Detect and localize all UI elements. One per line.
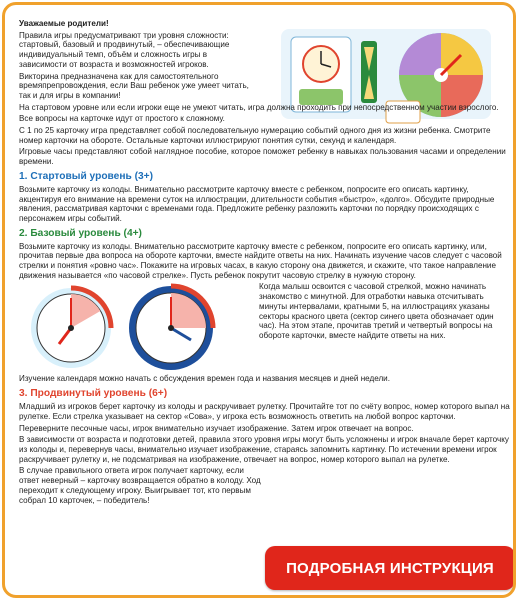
clock-section — [19, 282, 511, 374]
greeting: Уважаемые родители! — [19, 19, 109, 28]
level1-title: 1. Стартовый уровень (3+) — [19, 170, 153, 182]
level1-paragraph: Возьмите карточку из колоды. Внимательно рассмотрите карточку вместе с ребенком, попросите его описать картинку, акцентируя его внимание на времени суток на иллюстрации, длительности события «быстро», «долго». Обсудите природные явления, рассматривая карточки с временами года. Предложите ребенку разложить карточки по порядку происходящих с персонажем игры событий. — [19, 184, 495, 223]
clock-illustration — [19, 282, 255, 374]
level2-side-text: Когда малыш освоится с часовой стрелкой, можно начинать знакомство с минутной. Для отработки навыка отсчитывать минуты интервалами, кратными 5, на иллюстрациях указаны секторы красного цвета (сектор синего цвета обозначает один час). На этом этапе, прочитав третий и четвертый вопросы на обороте карточки, вместе найдите ответы на них. — [259, 282, 494, 340]
instruction-text — [19, 19, 511, 507]
level3-title: 3. Продвинутый уровень (6+) — [19, 388, 168, 400]
intro-paragraph: Правила игры предусматривают три уровня сложности: стартовый, базовый и продвинутый, – обеспечивающие индивидуальный темп, объём и сложность игры в зависимости от возраста и возможностей игроков. — [19, 30, 230, 69]
intro-paragraph: На стартовом уровне или если игроки еще не умеют читать, игра должна проходить при непосредственном участии взрослого. — [19, 102, 499, 112]
level3-paragraph: Переверните песочные часы, игрок внимательно изучает изображение. Затем игрок отвечает на вопрос. — [19, 423, 414, 433]
level2-paragraph: Возьмите карточку из колоды. Внимательно рассмотрите карточку вместе с ребенком, попросите его описать картинку, или, прочитав первые два вопроса на обороте карточки, вместе найдите ответы на них. Начинать изучение часов следует с часовой стрелки и понятия «ровно час». Покажите на игровых часах, в какую сторону она движется, и скажите, что такое направление движения называется «по часовой стрелке». Пусть ребенок покрутит часовую стрелку в нужную сторону. — [19, 241, 502, 280]
intro-paragraph: С 1 по 25 карточку игра представляет собой последовательную нумерацию событий одного дня из жизни ребенка. Смотрите номер карточки на обороте. Остальные карточки иллюстрируют понятия сутки, секунд и календаря. — [19, 126, 491, 145]
level2-title: 2. Базовый уровень (4+) — [19, 227, 142, 239]
intro-paragraph: Викторина предназначена как для самостоятельного времяпрепровождения, если Ваш ребенок уже умеет читать, так и для игры в компании! — [19, 71, 249, 100]
level2-calendar-note: Изучение календаря можно начать с обсуждения времен года и названия месяцев и дней недели. — [19, 374, 390, 384]
detailed-instruction-banner: ПОДРОБНАЯ ИНСТРУКЦИЯ — [265, 546, 515, 590]
level3-paragraph: В зависимости от возраста и подготовки детей, правила этого уровня игры могут быть усложнены и игрок вначале берет карточку из колоды и, перевернув часы, внимательно изучает изображение, стараясь запомнить картинку. По истечении времени игрок раскручивает рулетку и, не подсматривая на изображение, отвечает на вопрос, номер которого выпал на рулетке. — [19, 435, 509, 464]
page-frame — [2, 2, 516, 598]
intro-paragraph: Игровые часы представляют собой наглядное пособие, которое поможет ребенку в навыках пользования часами и определении времени. — [19, 147, 506, 167]
level3-paragraph: Младший из игроков берет карточку из колоды и раскручивает рулетку. Прочитайте тот по счёту вопрос, номер которого выпал на рулетке. Если стрелка указывает на сектор «Сова», у игрока есть возможность ответить на любой вопрос карточки. — [19, 402, 510, 421]
intro-paragraph: Все вопросы на карточке идут от простого к сложному. — [19, 114, 225, 124]
level3-paragraph: В случае правильного ответа игрок получает карточку, если ответ неверный – карточку возвращается обратно в колоду. Ход переходит к следующему игроку. Выигрывает тот, кто первым собрал 10 карточек, – победитель! — [19, 466, 261, 505]
